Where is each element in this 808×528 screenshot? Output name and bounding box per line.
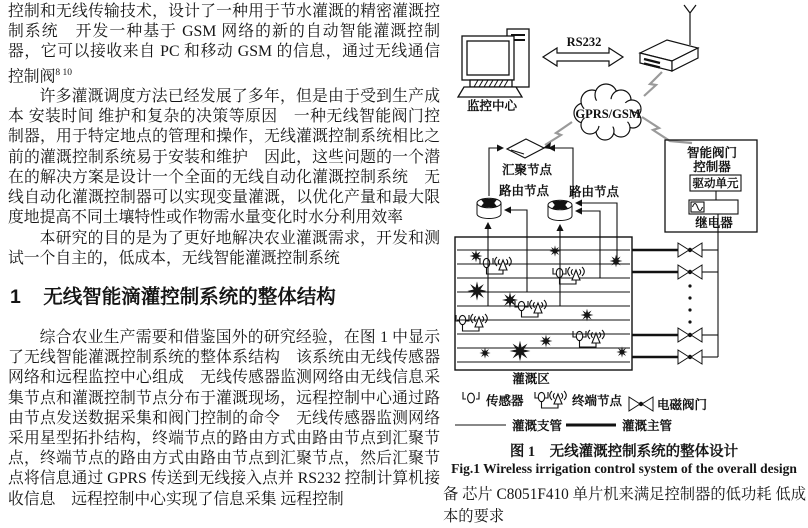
legend-sensor-label: 传感器 <box>486 394 524 408</box>
wireless-access-point-icon <box>640 5 698 71</box>
router-node-icon <box>548 200 572 220</box>
plant-icon <box>467 281 486 300</box>
solenoid-valve-icon <box>678 265 702 279</box>
main-pipes <box>632 250 718 357</box>
rs232-double-arrow <box>543 48 623 66</box>
monitor-center-label: 监控中心 <box>466 99 518 113</box>
field-terminal-nodes <box>456 257 604 347</box>
router-node-icon <box>477 198 501 218</box>
valve-controller-label: 智能阀门 <box>686 146 738 160</box>
legend-terminal-node-label: 终端节点 <box>572 394 623 408</box>
figure-caption-cn: 图 1 无线灌溉控制系统的整体设计 <box>509 444 739 460</box>
desktop-computer-icon <box>458 29 529 97</box>
terminal-node-icon <box>456 314 487 331</box>
legend-main-pipe-label: 灌溉主管 <box>622 419 673 433</box>
sensor-icon <box>463 392 479 403</box>
section-heading <box>8 284 440 311</box>
terminal-node-icon <box>535 391 566 408</box>
terminal-node-icon <box>553 267 584 284</box>
solenoid-valve-icon <box>678 328 702 342</box>
right-column-text: 备 芯片 C8051F410 单片机来满足控制器的低功耗 低成本的要求 <box>443 486 806 525</box>
paragraph: 综合农业生产需要和借鉴国外的研究经验，在图 1 中显示了无线智能灌溉控制系统的整体系结构 该系统由无线传感器网络和远程监控中心组成 无线传感器监测网络由无线信息采集节点和灌溉控制节点分布于灌溉现场，远程控制中心通过路由节点发送数据采集和阀门控制的命令 无线传感器监测网络采用星型拓扑结构，终端节点的路由方式由路由节点到汇聚节点，终端节点的路由方式由路由节点到汇聚节点，然后汇聚节点将信息通过 GPRS 传送到无线接入点并 RS232 控制计算机接收信息 远程控制中心实现了信息采集 远程控制 <box>8 328 440 508</box>
irrigation-area-label: 灌溉区 <box>512 372 550 386</box>
branch-pipes <box>457 250 630 362</box>
solenoid-valve-icon <box>629 397 653 411</box>
section-title: 无线智能滴灌控制系统的整体结构 <box>43 285 336 308</box>
sink-node-label: 汇聚节点 <box>501 163 553 177</box>
rs232-label: RS232 <box>566 35 602 49</box>
irrigation-area-box <box>455 237 632 370</box>
plant-icon <box>479 347 490 358</box>
router-node-label: 路由节点 <box>498 184 550 198</box>
terminal-node-icon <box>480 257 511 274</box>
section-number: 1 <box>10 285 21 308</box>
relay-icon <box>689 200 738 214</box>
solenoid-valve-icon <box>678 243 702 257</box>
plant-icon <box>502 292 518 308</box>
plant-icon <box>581 309 594 322</box>
legend-branch-pipe-label: 灌溉支管 <box>512 419 563 433</box>
paragraph <box>8 2 440 87</box>
terminal-node-icon <box>515 300 546 317</box>
sink-node-icon <box>507 139 544 158</box>
terminal-node-icon <box>573 330 604 347</box>
reference-superscript: 8 10 <box>55 67 73 78</box>
paragraph: 本研究的目的是为了更好地解决农业灌溉需求，开发和测试一个自主的，低成本，无线智能灌溉控制系统 <box>8 229 440 267</box>
legend-solenoid-valve-label: 电磁阀门 <box>657 398 708 412</box>
plant-icon <box>470 250 483 263</box>
plant-icon <box>616 346 627 357</box>
gprs-gsm-label: GPRS/GSM <box>575 107 641 121</box>
router-node-label: 路由节点 <box>568 185 620 199</box>
plant-icon <box>610 255 623 268</box>
figure1-diagram <box>440 0 808 437</box>
drive-unit-label: 驱动单元 <box>692 178 739 190</box>
paragraph-text: 控制和无线传输技术，设计了一种用于节水灌溉的精密灌溉控制系统 开发一种基于 GSM 网络的新的自动智能灌溉控制器，它可以接收来自 PC 和移动 GSM 的信息，通过无线通信控制阀 <box>8 3 440 85</box>
left-text-column <box>8 2 440 510</box>
figure-caption-en: Fig.1 Wireless irrigation control system of the overall design <box>451 461 797 476</box>
plant-icon <box>540 335 553 348</box>
valve-controller-label: 控制器 <box>693 160 731 174</box>
paragraph: 许多灌溉调度方法已经发展了多年，但是由于受到生产成本 安装时间 维护和复杂的决策等原因 一种无线智能阀门控制器，用于特定地点的管理和操作，无线灌溉控制系统相比之前的灌溉控制系统易于安装和维护 因此，这些问题的一个潜在的解决方案是设计一个全面的无线自动化灌溉控制系统 无线自动化灌溉控制器可以实现变量灌溉，以优化产量和最大限度地提高不同土壤特性或作物需水量变化时水分利用效率 <box>8 88 440 227</box>
ellipsis-dots <box>688 284 691 323</box>
field-plants <box>467 245 627 361</box>
plant-icon <box>510 341 531 362</box>
relay-label: 继电器 <box>695 216 733 230</box>
solenoid-valve-icon <box>678 350 702 364</box>
plant-icon <box>549 245 560 256</box>
